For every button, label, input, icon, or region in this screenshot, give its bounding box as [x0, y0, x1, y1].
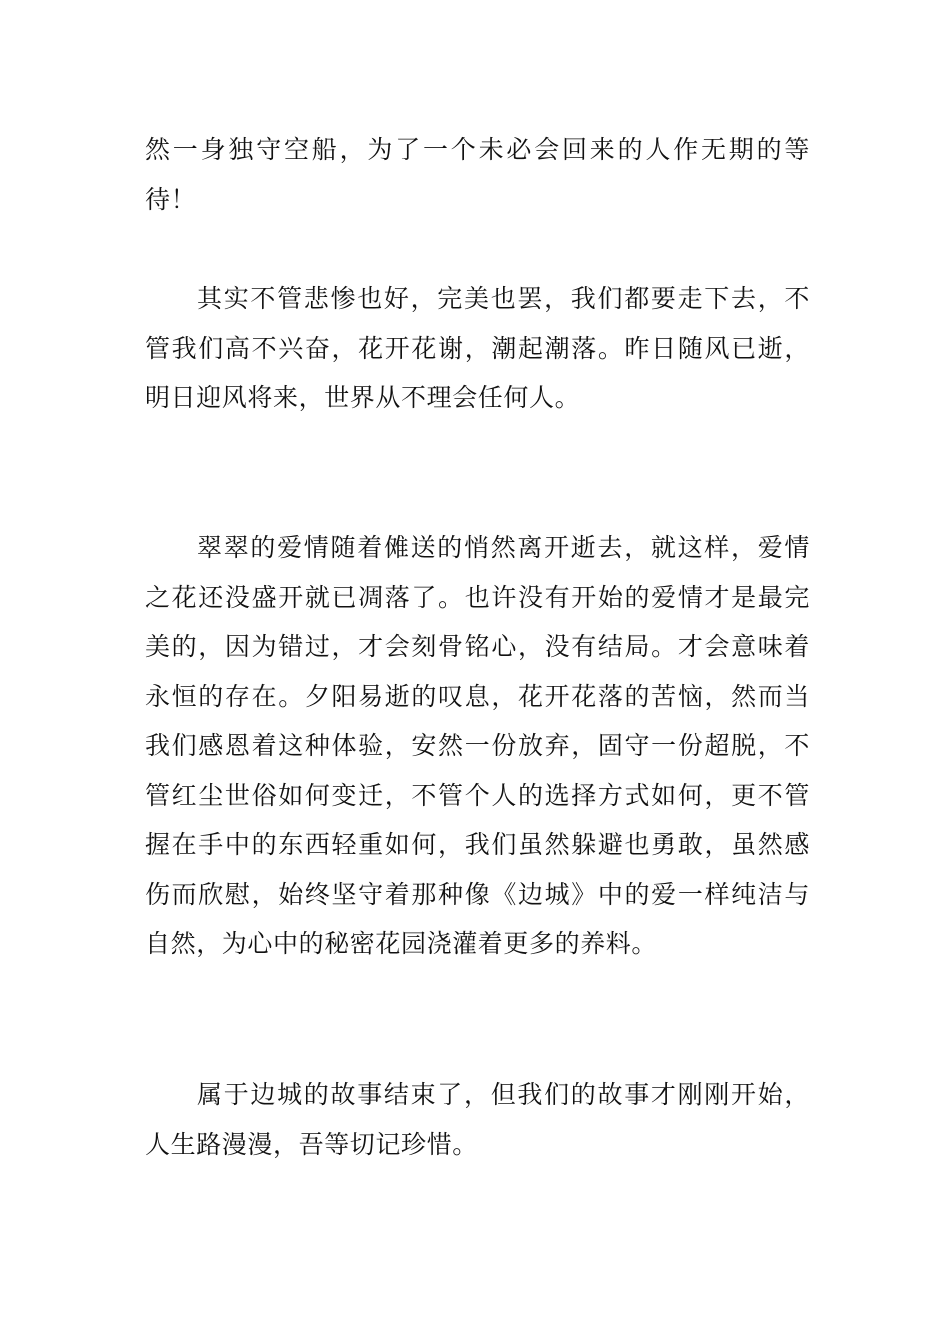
- paragraph: 翠翠的爱情随着傩送的悄然离开逝去，就这样，爱情之花还没盛开就已凋落了。也许没有开始的爱情才是最完美的，因为错过，才会刻骨铭心，没有结局。才会意味着永恒的存在。夕阳易逝的叹息，花开花落的苦恼，然而当我们感恩着这种体验，安然一份放弃，固守一份超脱，不管红尘世俗如何变迁，不管个人的选择方式如何，更不管握在手中的东西轻重如何，我们虽然躲避也勇敢，虽然感伤而欣慰，始终坚守着那种像《边城》中的爱一样纯洁与自然，为心中的秘密花园浇灌着更多的养料。: [145, 533, 810, 958]
- paragraph: 其实不管悲惨也好，完美也罢，我们都要走下去，不管我们高不兴奋，花开花谢，潮起潮落。昨日随风已逝，明日迎风将来，世界从不理会任何人。: [145, 284, 810, 412]
- paragraph: 属于边城的故事结束了，但我们的故事才刚刚开始，人生路漫漫，吾等切记珍惜。: [145, 1080, 810, 1159]
- paragraph-continuation: 然一身独守空船，为了一个未必会回来的人作无期的等待！: [145, 135, 810, 214]
